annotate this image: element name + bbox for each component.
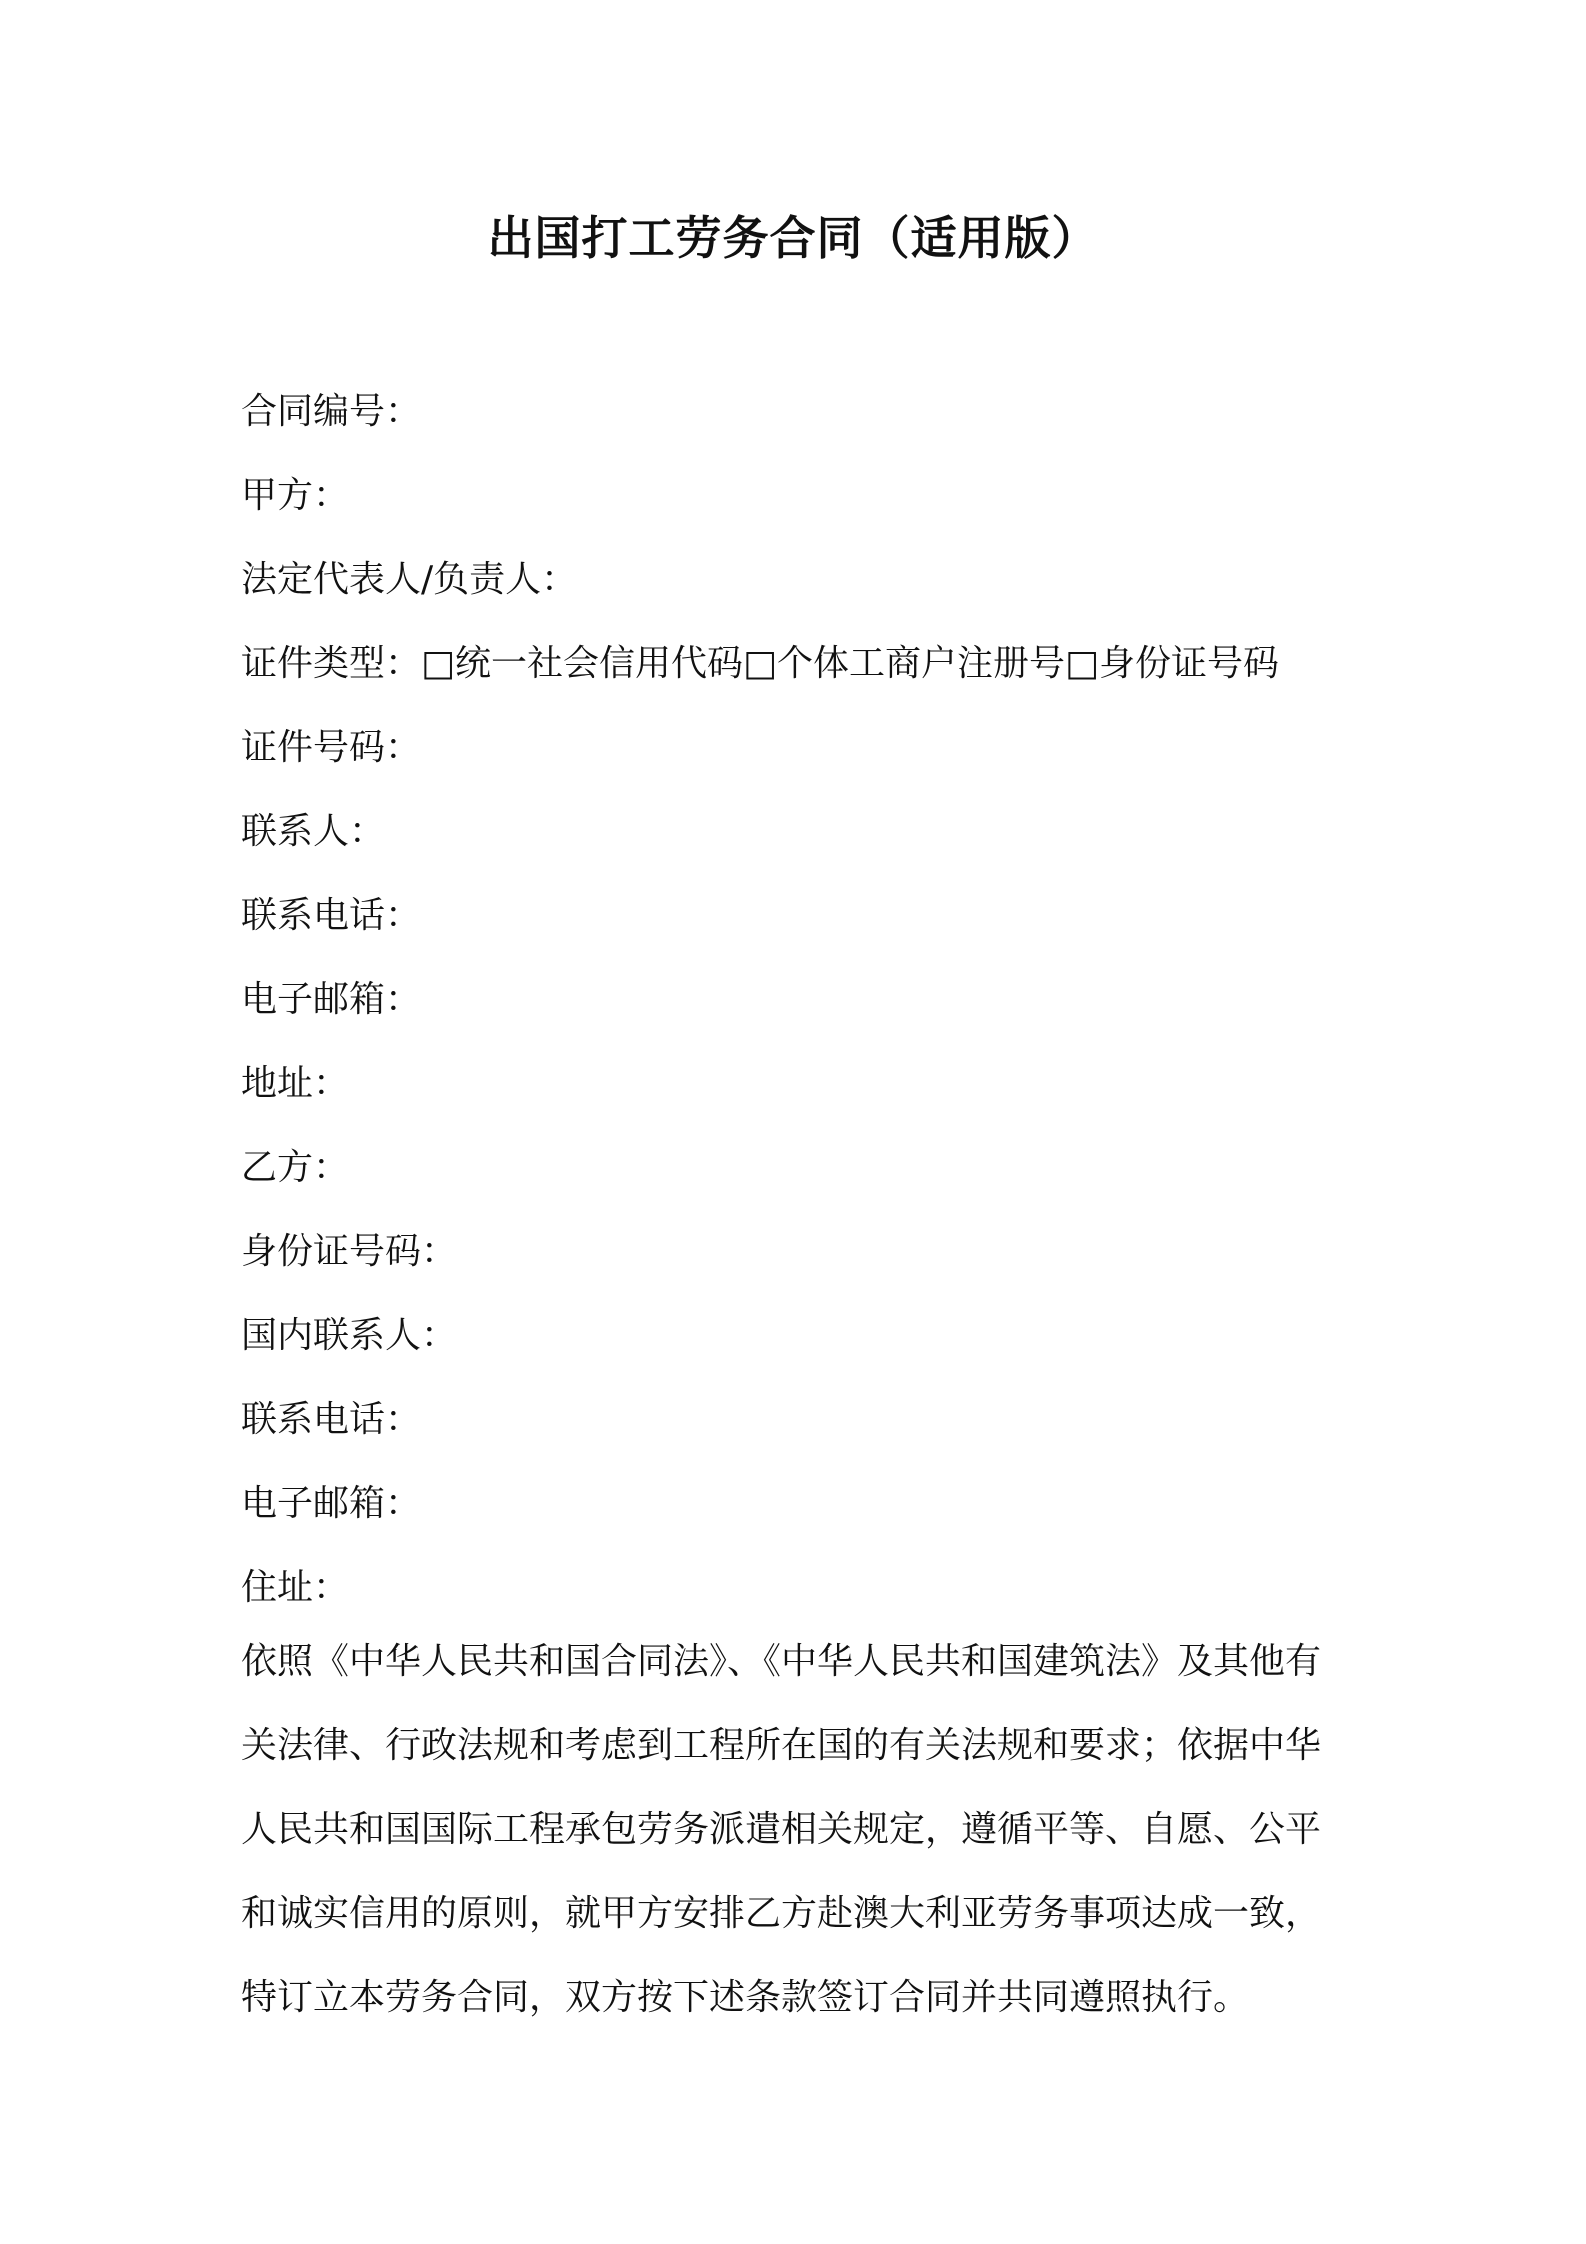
field-party-b-email: 电子邮箱： xyxy=(241,1483,422,1524)
contract-introduction xyxy=(241,1620,1351,2040)
intro-line: 关法律、行政法规和考虑到工程所在国的有关法规和要求；依据中华 xyxy=(241,1725,1322,1766)
field-address: 地址： xyxy=(241,1063,350,1104)
field-party-b-phone: 联系电话： xyxy=(241,1399,422,1440)
contract-fields xyxy=(241,370,1351,1630)
field-contact-phone: 联系电话： xyxy=(241,895,422,936)
field-contact-person: 联系人： xyxy=(241,811,386,852)
field-legal-representative: 法定代表人/负责人： xyxy=(241,559,578,600)
intro-line: 特订立本劳务合同，双方按下述条款签订合同并共同遵照执行。 xyxy=(241,1977,1250,2018)
field-contract-number: 合同编号： xyxy=(241,391,422,432)
intro-line: 和诚实信用的原则，就甲方安排乙方赴澳大利亚劳务事项达成一致， xyxy=(241,1893,1322,1934)
field-party-a: 甲方： xyxy=(241,475,350,516)
document-title: 出国打工劳务合同（适用版） xyxy=(487,211,1099,265)
field-party-b-id-number: 身份证号码： xyxy=(241,1231,458,1272)
field-id-type: 证件类型：□统一社会信用代码□个体工商户注册号□身份证号码 xyxy=(241,643,1280,684)
intro-line: 人民共和国国际工程承包劳务派遣相关规定，遵循平等、自愿、公平 xyxy=(241,1809,1322,1850)
field-party-b: 乙方： xyxy=(241,1147,350,1188)
field-id-number: 证件号码： xyxy=(241,727,422,768)
field-residence: 住址： xyxy=(241,1567,350,1608)
field-email: 电子邮箱： xyxy=(241,979,422,1020)
intro-line: 依照《中华人民共和国合同法》、《中华人民共和国建筑法》及其他有 xyxy=(241,1641,1322,1682)
field-domestic-contact: 国内联系人： xyxy=(241,1315,458,1356)
